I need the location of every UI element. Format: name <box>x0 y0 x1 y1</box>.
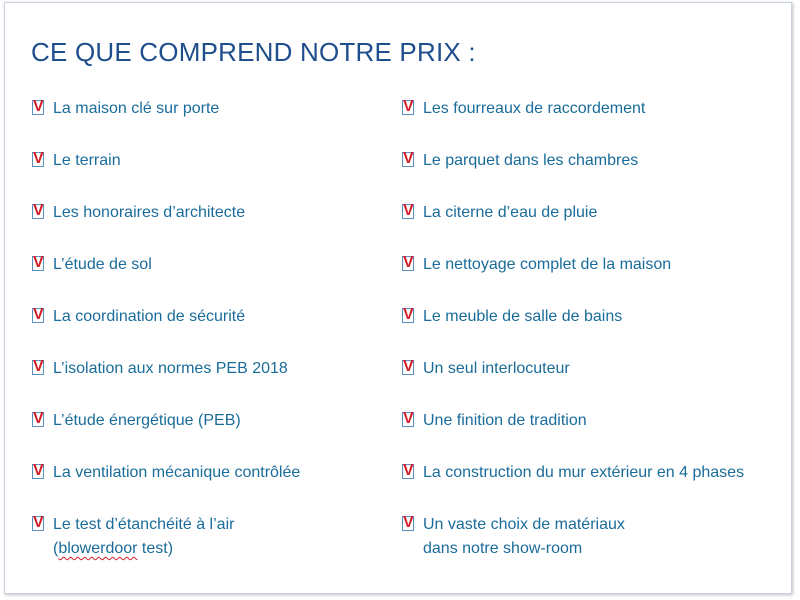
checkbox-checked-icon: V <box>403 514 414 531</box>
checkbox-checked-icon: V <box>403 410 414 427</box>
item-label-line2: (blowerdoor test) <box>53 540 174 557</box>
item-label: La coordination de sécurité <box>53 308 246 325</box>
checkbox-checked-icon: V <box>403 358 414 375</box>
item-label: Les honoraires d’architecte <box>53 204 246 221</box>
checkbox-checked-icon: V <box>33 254 44 271</box>
checkbox-checked-icon: V <box>33 98 44 115</box>
checkbox-checked-icon: V <box>403 462 414 479</box>
checkbox-checked-icon: V <box>33 150 44 167</box>
item-label: Le terrain <box>53 152 121 169</box>
checkbox-checked-icon: V <box>33 202 44 219</box>
checkbox-checked-icon: V <box>33 462 44 479</box>
checkbox-checked-icon: V <box>403 254 414 271</box>
item-label-line2: dans notre show-room <box>423 540 583 557</box>
item-label: La maison clé sur porte <box>53 100 220 117</box>
item-label: Le parquet dans les chambres <box>423 152 639 169</box>
item-label: L’isolation aux normes PEB 2018 <box>53 360 288 377</box>
item-label: Le meuble de salle de bains <box>423 308 623 325</box>
item-label: L’étude de sol <box>53 256 152 273</box>
item-label: La construction du mur extérieur en 4 phases <box>423 464 745 481</box>
item-label: L’étude énergétique (PEB) <box>53 412 241 429</box>
page-title: CE QUE COMPREND NOTRE PRIX : <box>31 37 476 67</box>
checkbox-checked-icon: V <box>33 410 44 427</box>
item-label: La citerne d’eau de pluie <box>423 204 598 221</box>
spellcheck-underlined-word: blowerdoor <box>58 540 138 557</box>
checkbox-checked-icon: V <box>403 98 414 115</box>
checkbox-checked-icon: V <box>403 306 414 323</box>
checkbox-checked-icon: V <box>33 514 44 531</box>
item-label: Une finition de tradition <box>423 412 587 429</box>
checkbox-checked-icon: V <box>33 358 44 375</box>
price-inclusions-panel <box>4 2 792 594</box>
item-label: Le nettoyage complet de la maison <box>423 256 672 273</box>
item-label: La ventilation mécanique contrôlée <box>53 464 301 481</box>
checkbox-checked-icon: V <box>403 150 414 167</box>
item-label: Un vaste choix de matériaux <box>423 516 625 533</box>
item-label: Un seul interlocuteur <box>423 360 570 377</box>
checkbox-checked-icon: V <box>33 306 44 323</box>
item-label: Les fourreaux de raccordement <box>423 100 646 117</box>
item-label: Le test d’étanchéité à l’air <box>53 516 235 533</box>
checkbox-checked-icon: V <box>403 202 414 219</box>
